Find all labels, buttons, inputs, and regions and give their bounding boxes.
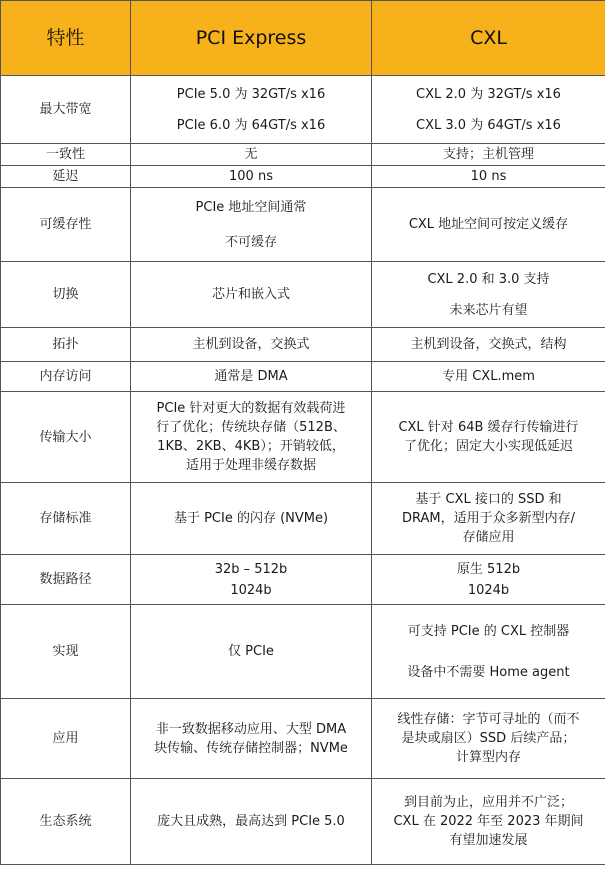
cell-line: 32b – 512b — [214, 561, 288, 577]
cxl-cell — [372, 555, 605, 605]
table-row — [1, 699, 605, 779]
cell-line: 了优化；固定大小实现低延迟 — [403, 439, 573, 454]
cell-line: 线性存储：字节可寻址的（而不 — [397, 712, 580, 727]
cxl-cell: 10 ns — [372, 166, 605, 188]
table-row — [1, 605, 605, 699]
cxl-cell — [372, 605, 605, 699]
feature-cell: 实现 — [1, 605, 131, 699]
header-row — [1, 1, 605, 76]
feature-cell: 可缓存性 — [1, 188, 131, 262]
table-row — [1, 328, 605, 362]
cell-line: 可支持 PCIe 的 CXL 控制器 — [407, 623, 570, 639]
feature-cell: 数据路径 — [1, 555, 131, 605]
table-row — [1, 392, 605, 483]
cxl-cell — [372, 262, 605, 328]
pcie-cell — [131, 392, 372, 483]
pcie-cell: 基于 PCIe 的闪存 (NVMe) — [131, 483, 372, 555]
pcie-cell: 通常是 DMA — [131, 362, 372, 392]
pcie-cell: 芯片和嵌入式 — [131, 262, 372, 328]
table-row — [1, 555, 605, 605]
cxl-cell — [372, 699, 605, 779]
cell-line: CXL 2.0 和 3.0 支持 — [427, 271, 550, 287]
cell-line: 非一致数据移动应用、大型 DMA — [155, 721, 347, 737]
feature-cell: 传输大小 — [1, 392, 131, 483]
cell-line: 未来芯片有望 — [449, 302, 528, 318]
cxl-cell: CXL 地址空间可按定义缓存 — [372, 188, 605, 262]
cell-line: 1KB、2KB、4KB）；开销较低， — [157, 439, 345, 454]
cell-line: CXL 3.0 为 64GT/s x16 — [416, 117, 561, 133]
cell-line: 1024b — [467, 582, 510, 598]
feature-cell: 最大带宽 — [1, 76, 131, 144]
cell-line: DRAM，适用于众多新型内存/ — [401, 511, 575, 526]
cell-line: PCIe 针对更大的数据有效载荷进 — [156, 401, 346, 416]
feature-cell: 拓扑 — [1, 328, 131, 362]
pcie-cell — [131, 76, 372, 144]
cell-line: 到目前为止，应用并不广泛； — [403, 795, 573, 810]
cell-line: CXL 2.0 为 32GT/s x16 — [416, 86, 561, 102]
cxl-cell: 支持；主机管理 — [372, 144, 605, 166]
cxl-cell: 专用 CXL.mem — [372, 362, 605, 392]
feature-cell: 内存访问 — [1, 362, 131, 392]
cell-line: 适用于处理非缓存数据 — [185, 458, 316, 473]
pcie-cell: 无 — [131, 144, 372, 166]
feature-cell: 生态系统 — [1, 779, 131, 865]
header-cxl: CXL — [372, 1, 605, 76]
cell-line: 是块或扇区）SSD 后续产品； — [401, 731, 576, 746]
pcie-cell — [131, 555, 372, 605]
cxl-cell — [372, 483, 605, 555]
feature-cell: 延迟 — [1, 166, 131, 188]
cell-line: 原生 512b — [456, 561, 521, 577]
pcie-cell: 庞大且成熟，最高达到 PCIe 5.0 — [131, 779, 372, 865]
table-row — [1, 144, 605, 166]
cell-line: 设备中不需要 Home agent — [407, 664, 570, 680]
feature-cell: 一致性 — [1, 144, 131, 166]
cxl-cell — [372, 392, 605, 483]
cxl-cell — [372, 76, 605, 144]
table-row — [1, 362, 605, 392]
header-feature: 特性 — [1, 1, 131, 76]
table-row — [1, 76, 605, 144]
cxl-cell — [372, 779, 605, 865]
cell-line: 有望加速发展 — [449, 833, 528, 848]
pcie-cell: 100 ns — [131, 166, 372, 188]
pcie-cell — [131, 699, 372, 779]
cell-line: CXL 针对 64B 缓存行传输进行 — [398, 420, 579, 435]
table-row — [1, 166, 605, 188]
header-pcie: PCI Express — [131, 1, 372, 76]
pcie-cell: 仅 PCIe — [131, 605, 372, 699]
table-row — [1, 188, 605, 262]
cell-line: 1024b — [230, 582, 272, 598]
cxl-cell: 主机到设备，交换式，结构 — [372, 328, 605, 362]
feature-cell: 应用 — [1, 699, 131, 779]
table-row — [1, 779, 605, 865]
cell-line: PCIe 地址空间通常 — [195, 199, 307, 215]
pcie-cell: 主机到设备，交换式 — [131, 328, 372, 362]
table-row — [1, 483, 605, 555]
cell-line: CXL 在 2022 年至 2023 年期间 — [393, 814, 584, 829]
cell-line: PCIe 5.0 为 32GT/s x16 — [176, 86, 326, 102]
cell-line: 行了优化；传统块存储（512B、 — [156, 420, 346, 435]
pcie-cell — [131, 188, 372, 262]
cell-line: 基于 CXL 接口的 SSD 和 — [415, 492, 562, 507]
table-row — [1, 262, 605, 328]
feature-cell: 切换 — [1, 262, 131, 328]
feature-cell: 存储标准 — [1, 483, 131, 555]
cell-line: 计算型内存 — [455, 750, 521, 765]
cell-line: 存储应用 — [462, 530, 515, 545]
cell-line: PCIe 6.0 为 64GT/s x16 — [176, 117, 326, 133]
cell-line: 不可缓存 — [224, 234, 277, 250]
cell-line: 块传输、传统存储控制器；NVMe — [154, 740, 348, 756]
